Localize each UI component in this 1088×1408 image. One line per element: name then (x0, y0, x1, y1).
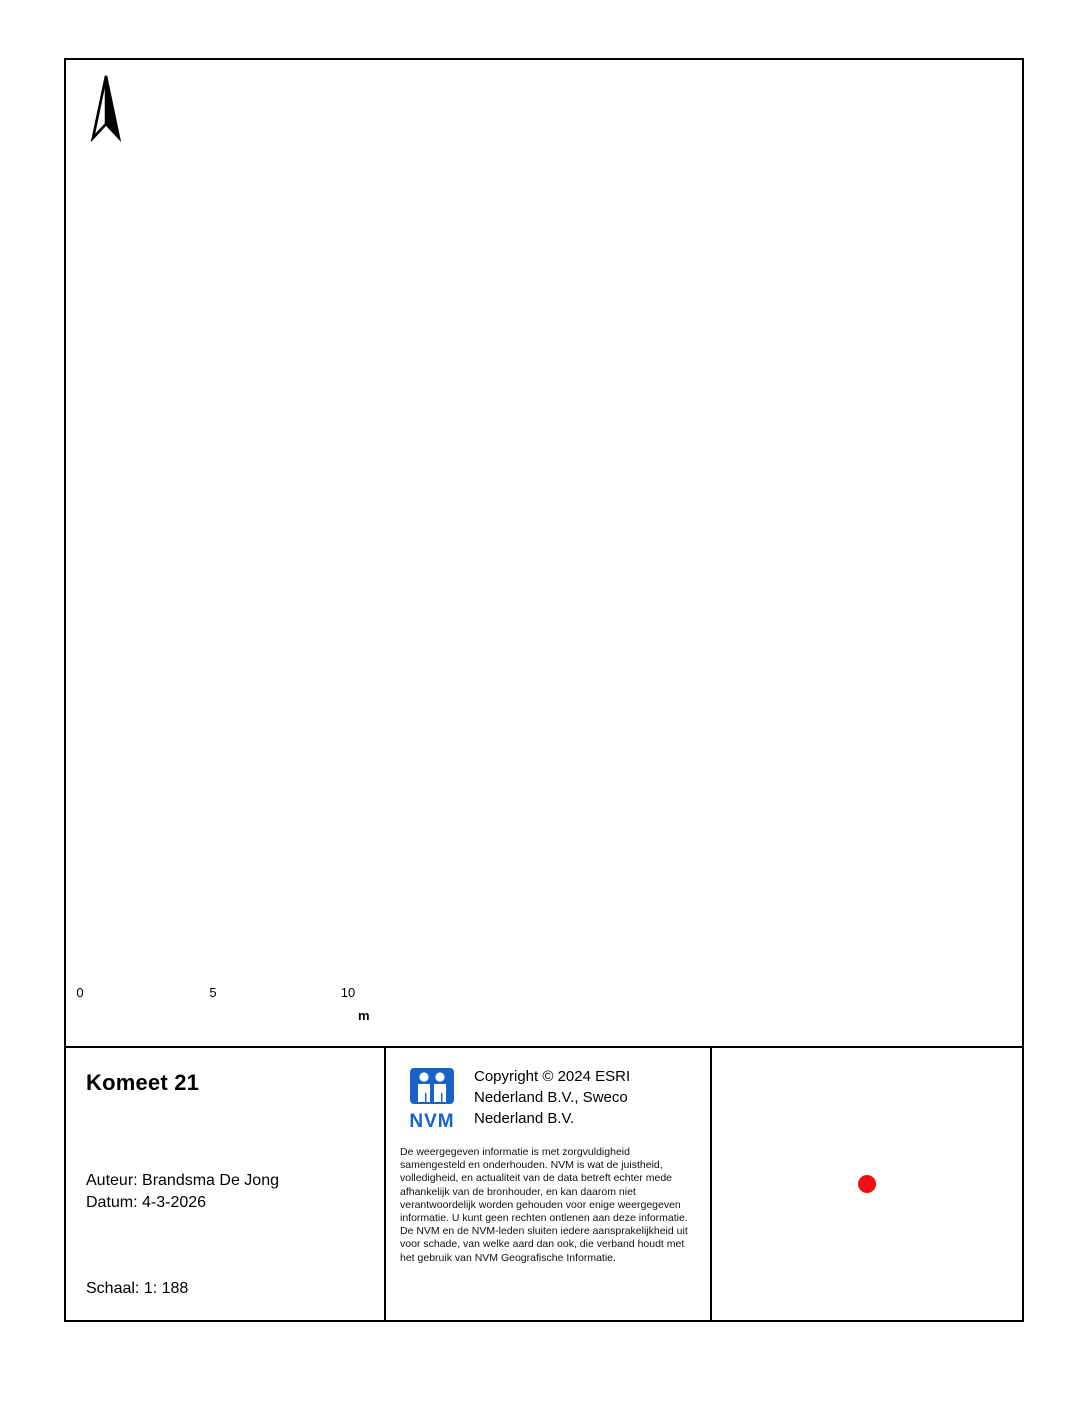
scale-bar-ticks (76, 986, 376, 1004)
nvm-wordmark: NVM (409, 1111, 455, 1132)
north-arrow-icon (82, 74, 130, 144)
map-canvas[interactable] (66, 60, 1022, 1048)
scale-tick-0: 0 (76, 985, 84, 1000)
scale-tick-5: 5 (209, 985, 217, 1000)
scale-label: Schaal: 1: 188 (86, 1280, 189, 1297)
scale-unit-label: m (358, 1008, 370, 1023)
disclaimer-text: De weergegeven informatie is met zorgvuldigheid samengesteld en onderhouden. NVM is wat de juistheid, volledigheid, en actualiteit van de data betreft echter mede afhankelijk van de bronhouder, en kan daarom niet verantwoordelijk worden gehouden voor enige weergegeven informatie. U kunt geen rechten ontlenen aan deze informatie. De NVM en de NVM-leden sluiten iedere aansprakelijkheid uit voor schade, van welke aard dan ook, die verband houdt met het gebruik van NVM Geografische Informatie. (400, 1146, 688, 1264)
scale-tick-10: 10 (340, 985, 356, 1000)
author-block (86, 1170, 364, 1214)
locator-map[interactable] (712, 1048, 1022, 1320)
page-title: Komeet 21 (86, 1070, 200, 1095)
map-sheet (64, 58, 1024, 1322)
locator-panel[interactable] (712, 1048, 1022, 1320)
scale-bar (76, 986, 376, 1026)
map-info-strip (66, 1046, 1022, 1320)
copyright-panel (386, 1048, 712, 1320)
location-marker-icon (858, 1175, 876, 1193)
author-label: Auteur: Brandsma De Jong (86, 1172, 279, 1189)
copyright-header (400, 1066, 696, 1132)
date-label: Datum: 4-3-2026 (86, 1194, 207, 1211)
copyright-text: Copyright © 2024 ESRI Nederland B.V., Sweco Nederland B.V. (474, 1068, 631, 1127)
nvm-logo-icon (400, 1066, 464, 1132)
title-panel (66, 1048, 386, 1320)
